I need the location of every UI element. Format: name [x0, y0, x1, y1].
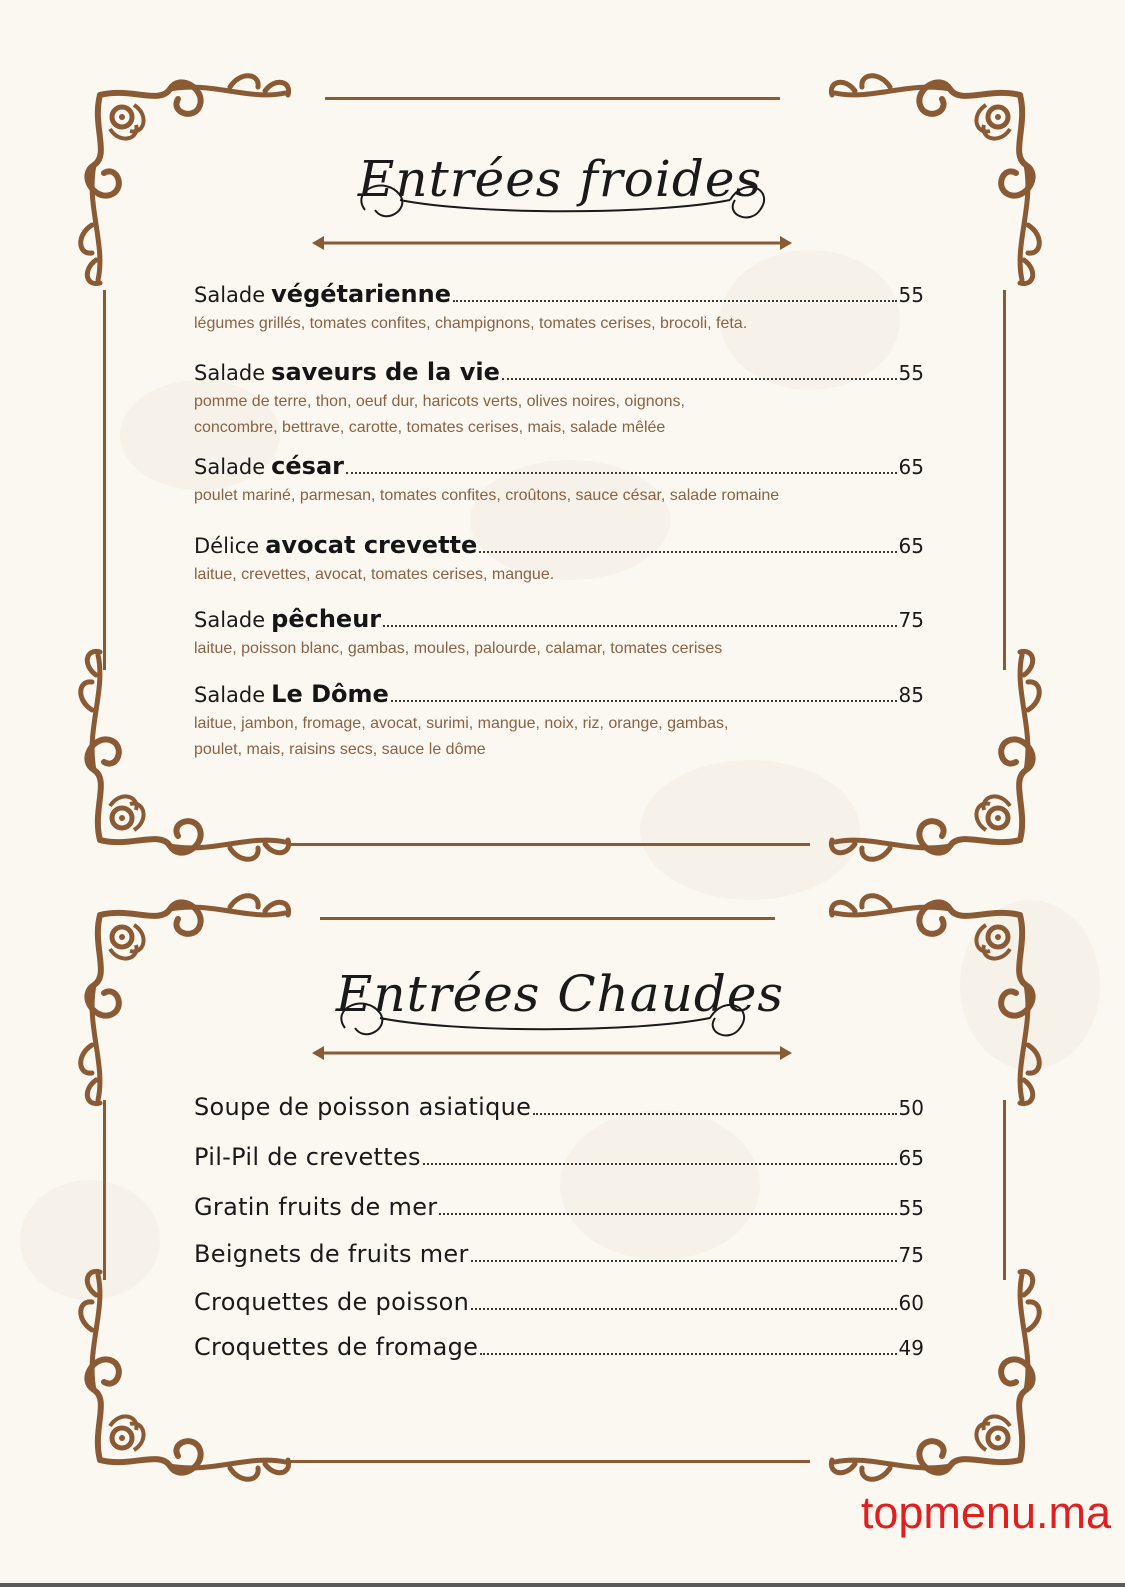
leader-dots [471, 1308, 896, 1310]
title-swash-icon [355, 170, 775, 240]
bottom-divider [320, 917, 775, 920]
item-price: 50 [898, 1096, 924, 1120]
item-prefix: Salade [194, 455, 266, 479]
description-line: laitue, jambon, fromage, avocat, surimi, mangue, noix, riz, orange, gambas, [194, 715, 729, 732]
item-name: Croquettes de fromage [194, 1333, 479, 1361]
item-price: 60 [898, 1291, 924, 1315]
item-price: 65 [898, 455, 924, 479]
menu-item [194, 1193, 924, 1221]
leader-dots [480, 1353, 896, 1355]
menu-item [194, 358, 924, 441]
item-price: 55 [898, 361, 924, 385]
menu-item [194, 1333, 924, 1361]
item-name: végétarienne [271, 280, 451, 308]
leader-dots [533, 1113, 896, 1115]
leader-dots [453, 300, 897, 302]
hot-section-title: Entrées Chaudes [335, 965, 785, 1023]
item-price: 49 [898, 1336, 924, 1360]
description-line: concombre, bettrave, carotte, tomates cerises, mais, salade mêlée [194, 419, 666, 436]
menu-item [194, 1143, 924, 1171]
top-divider [290, 843, 810, 846]
item-description [194, 711, 924, 763]
item-price: 55 [898, 283, 924, 307]
menu-item [194, 680, 924, 763]
menu-item [194, 531, 924, 588]
item-description: légumes grillés, tomates confites, champignons, tomates cerises, brocoli, feta. [194, 315, 748, 332]
item-price: 65 [898, 534, 924, 558]
side-border [1003, 1100, 1006, 1280]
item-price: 75 [898, 608, 924, 632]
item-name: Croquettes de poisson [194, 1288, 470, 1316]
leader-dots [479, 551, 896, 553]
watermark-text: topmenu.ma [860, 1487, 1111, 1538]
leader-dots [502, 378, 897, 380]
item-name: saveurs de la vie [271, 358, 500, 386]
item-price: 65 [898, 1146, 924, 1170]
item-name: Le Dôme [271, 680, 389, 708]
item-prefix: Délice [194, 534, 260, 558]
item-name: césar [271, 452, 344, 480]
cold-section-title: Entrées froides [357, 150, 763, 208]
item-price: 55 [898, 1196, 924, 1220]
menu-item [194, 1240, 924, 1268]
side-border [103, 290, 106, 670]
item-description: laitue, crevettes, avocat, tomates cerises, mangue. [194, 566, 555, 583]
leader-dots [346, 472, 897, 474]
item-prefix: Salade [194, 283, 266, 307]
item-name: Soupe de poisson asiatique [194, 1093, 532, 1121]
item-description: poulet mariné, parmesan, tomates confites, croûtons, sauce césar, salade romaine [194, 487, 780, 504]
item-prefix: Salade [194, 361, 266, 385]
description-line: poulet, mais, raisins secs, sauce le dôme [194, 741, 486, 758]
bottom-divider [290, 1460, 810, 1463]
arrow-divider-icon [312, 233, 792, 253]
menu-item [194, 605, 924, 662]
description-line: pomme de terre, thon, oeuf dur, haricots verts, olives noires, oignons, [194, 393, 685, 410]
item-description [194, 389, 924, 441]
top-divider [325, 97, 780, 100]
item-name: Beignets de fruits mer [194, 1240, 469, 1268]
item-price: 75 [898, 1243, 924, 1267]
item-name: avocat crevette [265, 531, 478, 559]
side-border [103, 1100, 106, 1280]
leader-dots [391, 700, 897, 702]
side-border [1003, 290, 1006, 670]
menu-item [194, 1093, 924, 1121]
menu-item [194, 452, 924, 509]
item-description: laitue, poisson blanc, gambas, moules, palourde, calamar, tomates cerises [194, 640, 723, 657]
item-prefix: Salade [194, 683, 266, 707]
leader-dots [383, 625, 896, 627]
leader-dots [423, 1163, 897, 1165]
item-name: pêcheur [271, 605, 382, 633]
menu-item [194, 1288, 924, 1316]
item-name: Gratin fruits de mer [194, 1193, 438, 1221]
leader-dots [471, 1260, 897, 1262]
bottom-bar [0, 1583, 1125, 1587]
menu-item [194, 280, 924, 337]
item-name: Pil-Pil de crevettes [194, 1143, 421, 1171]
item-price: 85 [898, 683, 924, 707]
arrow-divider-icon [312, 1043, 792, 1063]
leader-dots [439, 1213, 896, 1215]
item-prefix: Salade [194, 608, 266, 632]
